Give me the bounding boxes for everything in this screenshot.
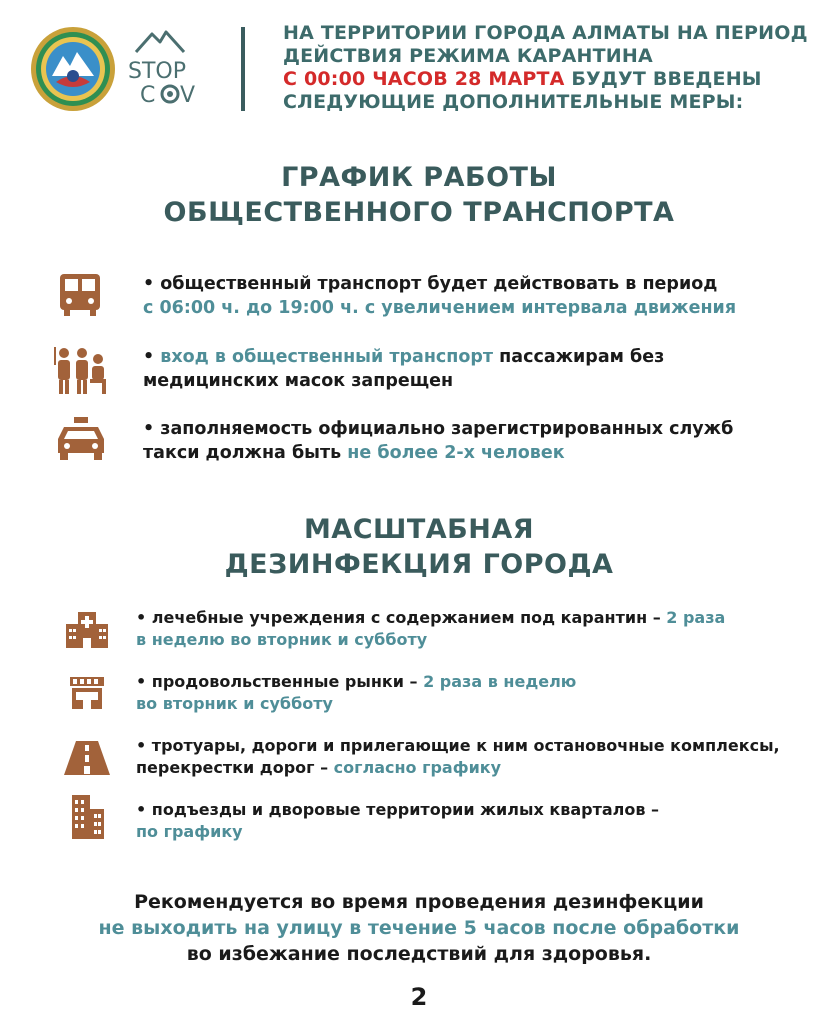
hospitals-text-line-1 xyxy=(136,607,831,629)
taxi-text xyxy=(143,417,833,465)
masks-bullet: • xyxy=(143,347,161,367)
hospitals-text-line-1-start: • лечебные учреждения с содержанием под карантин – xyxy=(136,608,667,627)
footer-recommendation xyxy=(0,889,838,967)
masks-text xyxy=(143,345,833,393)
masks-text-line-2: медицинских масок запрещен xyxy=(143,371,454,391)
road-icon xyxy=(62,739,112,777)
footer-line-1: Рекомендуется во время проведения дезинфекции xyxy=(134,891,704,913)
disinfection-title-line-2: ДЕЗИНФЕКЦИЯ ГОРОДА xyxy=(224,549,614,580)
header-line-4: СЛЕДУЮЩИЕ ДОПОЛНИТЕЛЬНЫЕ МЕРЫ: xyxy=(283,91,744,113)
header-announcement xyxy=(283,22,823,114)
header-line-1: НА ТЕРРИТОРИИ ГОРОДА АЛМАТЫ НА ПЕРИОД xyxy=(283,22,808,44)
masks-text-line-1-rest: пассажирам без xyxy=(493,347,665,367)
svg-text:STOP: STOP xyxy=(128,59,186,84)
hospital-icon xyxy=(64,610,110,650)
markets-text xyxy=(136,671,831,715)
roads-text-line-2 xyxy=(136,757,831,779)
svg-text:V: V xyxy=(180,83,196,108)
page-number: 2 xyxy=(410,983,428,1011)
masks-highlight: вход в общественный транспорт xyxy=(160,347,494,367)
taxi-highlight: не более 2-х человек xyxy=(347,443,565,463)
passengers-icon xyxy=(52,345,108,395)
header xyxy=(0,0,838,125)
hospitals-frequency: 2 раза xyxy=(666,608,726,627)
markets-frequency: 2 раза в неделю xyxy=(423,672,577,691)
footer-line-2: не выходить на улицу в течение 5 часов после обработки xyxy=(98,917,740,939)
header-line-3 xyxy=(283,68,823,91)
roads-text xyxy=(136,735,831,779)
markets-text-line-1-start: • продовольственные рынки – xyxy=(136,672,424,691)
roads-text-line-2-start: перекрестки дорог – xyxy=(136,758,334,777)
roads-text-line-1: • тротуары, дороги и прилегающие к ним остановочные комплексы, xyxy=(136,736,780,755)
disinfection-section-title xyxy=(0,512,838,582)
header-line-3-rest: БУДУТ ВВЕДЕНЫ xyxy=(564,68,762,90)
taxi-icon xyxy=(54,417,108,461)
header-date-highlight: С 00:00 ЧАСОВ 28 МАРТА xyxy=(283,68,565,90)
transport-title-line-1: ГРАФИК РАБОТЫ xyxy=(281,162,557,193)
bus-text-line-1: • общественный транспорт будет действовать в период xyxy=(143,274,718,294)
transport-title-line-2: ОБЩЕСТВЕННОГО ТРАНСПОРТА xyxy=(163,197,675,228)
bus-text xyxy=(143,272,833,320)
header-divider xyxy=(241,27,245,111)
roads-schedule: согласно графику xyxy=(333,758,502,777)
hospitals-text-line-2: в неделю во вторник и субботу xyxy=(136,630,428,649)
disinfection-title-line-1: МАСШТАБНАЯ xyxy=(303,514,535,545)
taxi-text-line-1: • заполняемость официально зарегистрированных служб xyxy=(143,419,734,439)
residential-text xyxy=(136,799,831,843)
bus-icon xyxy=(56,272,104,318)
footer-line-3: во избежание последствий для здоровья. xyxy=(186,943,652,965)
buildings-icon xyxy=(68,793,108,841)
header-line-2: ДЕЙСТВИЯ РЕЖИМА КАРАНТИНА xyxy=(283,45,653,67)
transport-section-title xyxy=(0,160,838,230)
market-icon xyxy=(68,675,106,711)
masks-text-line-1 xyxy=(143,345,833,369)
residential-text-line-2: по графику xyxy=(136,822,243,841)
bus-text-line-2: с 06:00 ч. до 19:00 ч. с увеличением интервала движения xyxy=(143,298,737,318)
markets-text-line-2: во вторник и субботу xyxy=(136,694,333,713)
svg-text:C: C xyxy=(140,83,156,108)
hospitals-text xyxy=(136,607,831,651)
taxi-text-line-2-start: такси должна быть xyxy=(143,443,348,463)
stopcov-logo-icon xyxy=(122,26,208,112)
taxi-text-line-2 xyxy=(143,441,833,465)
residential-text-line-1: • подъезды и дворовые территории жилых кварталов – xyxy=(136,800,660,819)
markets-text-line-1 xyxy=(136,671,831,693)
almaty-emblem-icon xyxy=(30,26,116,112)
